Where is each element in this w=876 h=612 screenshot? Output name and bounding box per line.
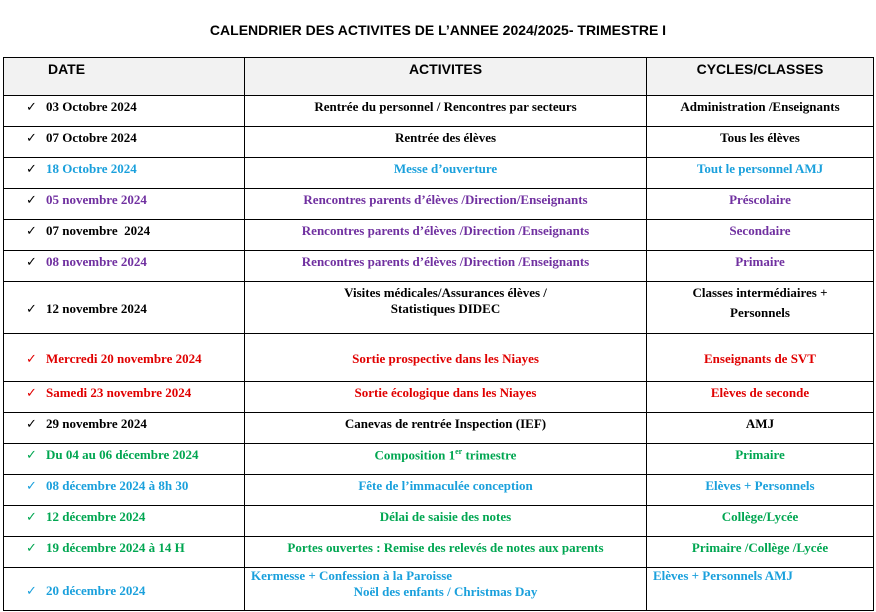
cycles-cell: Collège/Lycée	[647, 506, 874, 537]
activite-cell: Rencontres parents d’élèves /Direction/Enseignants	[245, 189, 647, 220]
activite-cell: Délai de saisie des notes	[245, 506, 647, 537]
date-text: 03 Octobre 2024	[46, 99, 137, 114]
activite-text: trimestre	[462, 447, 517, 463]
check-icon: ✓	[26, 583, 37, 599]
activite-cell	[245, 282, 647, 334]
table-row	[4, 189, 874, 220]
ordinal-suffix: er	[455, 447, 463, 456]
activite-line: Noël des enfants / Christmas Day	[353, 584, 538, 599]
check-icon: ✓	[26, 541, 37, 556]
check-icon: ✓	[26, 510, 37, 525]
date-text: 19 décembre 2024 à 14 H	[46, 540, 185, 555]
table-row	[4, 282, 874, 334]
table-row	[4, 96, 874, 127]
date-text: 29 novembre 2024	[46, 416, 147, 431]
check-icon: ✓	[26, 131, 37, 146]
table-row	[4, 158, 874, 189]
activite-cell: Rentrée des élèves	[245, 127, 647, 158]
check-icon: ✓	[26, 448, 37, 463]
activite-cell: Rentrée du personnel / Rencontres par secteurs	[245, 96, 647, 127]
date-text: 12 novembre 2024	[46, 301, 147, 316]
cycles-cell: Elèves + Personnels AMJ	[647, 568, 874, 611]
date-cell	[4, 537, 245, 568]
cycles-cell: Primaire /Collège /Lycée	[647, 537, 874, 568]
table-row	[4, 413, 874, 444]
date-cell	[4, 220, 245, 251]
date-text: 08 novembre 2024	[46, 254, 147, 269]
date-text: 18 Octobre 2024	[46, 161, 137, 176]
cycles-cell: Elèves + Personnels	[647, 475, 874, 506]
date-text: 12 décembre 2024	[46, 509, 146, 524]
table-row	[4, 537, 874, 568]
date-text: 05 novembre 2024	[46, 192, 147, 207]
date-text: 07 Octobre 2024	[46, 130, 137, 145]
activite-cell: Portes ouvertes : Remise des relevés de notes aux parents	[245, 537, 647, 568]
activite-cell: Sortie prospective dans les Niayes	[245, 334, 647, 382]
activite-cell	[245, 444, 647, 475]
date-cell	[4, 506, 245, 537]
page-title: CALENDRIER DES ACTIVITES DE L’ANNEE 2024/2025- TRIMESTRE I	[209, 22, 667, 38]
header-cycles: CYCLES/CLASSES	[647, 58, 874, 96]
cycles-cell: Administration /Enseignants	[647, 96, 874, 127]
table-row	[4, 220, 874, 251]
check-icon: ✓	[26, 162, 37, 177]
date-cell	[4, 96, 245, 127]
date-text: 08 décembre 2024 à 8h 30	[46, 478, 189, 493]
table-row	[4, 334, 874, 382]
date-cell	[4, 127, 245, 158]
calendar-table	[3, 57, 874, 611]
activite-cell: Messe d’ouverture	[245, 158, 647, 189]
check-icon: ✓	[26, 417, 37, 432]
activite-cell: Canevas de rentrée Inspection (IEF)	[245, 413, 647, 444]
table-header-row	[4, 58, 874, 96]
check-icon: ✓	[26, 479, 37, 494]
header-date: DATE	[4, 58, 245, 96]
check-icon: ✓	[26, 386, 37, 401]
cycles-cell: Enseignants de SVT	[647, 334, 874, 382]
table-row	[4, 568, 874, 611]
table-row	[4, 127, 874, 158]
date-cell	[4, 568, 245, 611]
cycles-cell: Primaire	[647, 251, 874, 282]
activite-line: Visites médicales/Assurances élèves /	[344, 285, 547, 300]
date-cell	[4, 189, 245, 220]
date-cell	[4, 334, 245, 382]
date-text: Du 04 au 06 décembre 2024	[46, 447, 199, 462]
cycles-line: Personnels	[730, 305, 790, 320]
date-cell	[4, 158, 245, 189]
cycles-cell: Tous les élèves	[647, 127, 874, 158]
cycles-cell: Primaire	[647, 444, 874, 475]
date-cell	[4, 475, 245, 506]
check-icon: ✓	[26, 352, 37, 367]
date-text: 07 novembre 2024	[46, 223, 151, 238]
cycles-cell	[647, 282, 874, 334]
cycles-cell: AMJ	[647, 413, 874, 444]
header-activites: ACTIVITES	[245, 58, 647, 96]
table-row	[4, 382, 874, 413]
cycles-cell: Tout le personnel AMJ	[647, 158, 874, 189]
activite-cell: Sortie écologique dans les Niayes	[245, 382, 647, 413]
table-row	[4, 444, 874, 475]
date-cell	[4, 251, 245, 282]
cycles-cell: Elèves de seconde	[647, 382, 874, 413]
activite-cell: Rencontres parents d’élèves /Direction /Enseignants	[245, 220, 647, 251]
date-cell	[4, 282, 245, 334]
date-cell	[4, 444, 245, 475]
table-row	[4, 251, 874, 282]
check-icon: ✓	[26, 100, 37, 115]
date-text: 20 décembre 2024	[46, 582, 146, 598]
check-icon: ✓	[26, 224, 37, 239]
date-cell	[4, 413, 245, 444]
activite-line: Kermesse + Confession à la Paroisse	[251, 568, 453, 583]
check-icon: ✓	[26, 302, 37, 317]
date-text: Mercredi 20 novembre 2024	[46, 351, 202, 366]
activite-cell	[245, 568, 647, 611]
activite-cell: Fête de l’immaculée conception	[245, 475, 647, 506]
check-icon: ✓	[26, 255, 37, 270]
date-text: Samedi 23 novembre 2024	[46, 385, 192, 400]
cycles-line: Classes intermédiaires +	[692, 285, 828, 300]
table-row	[4, 506, 874, 537]
activite-text: Composition 1	[374, 447, 456, 463]
check-icon: ✓	[26, 193, 37, 208]
cycles-cell: Préscolaire	[647, 189, 874, 220]
date-cell	[4, 382, 245, 413]
activite-cell: Rencontres parents d’élèves /Direction /Enseignants	[245, 251, 647, 282]
cycles-cell: Secondaire	[647, 220, 874, 251]
table-row	[4, 475, 874, 506]
activite-line: Statistiques DIDEC	[390, 301, 501, 316]
